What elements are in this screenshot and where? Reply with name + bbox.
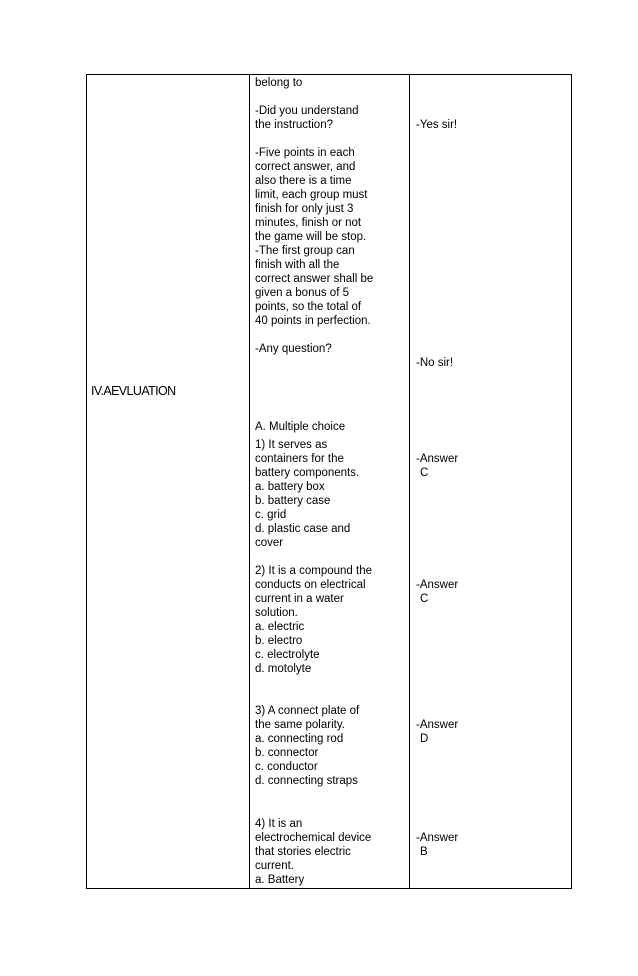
teacher-line: minutes, finish or not <box>255 217 362 229</box>
question-1-option: c. grid <box>255 509 287 521</box>
question-1-option: b. battery case <box>255 495 331 507</box>
question-4-text: that stories electric <box>255 846 351 858</box>
question-2-option: a. electric <box>255 621 305 633</box>
question-2-option: b. electro <box>255 635 303 647</box>
question-4-text: current. <box>255 860 294 872</box>
teacher-line: belong to <box>255 77 303 89</box>
question-2-text: solution. <box>255 607 298 619</box>
question-1-text: 1) It serves as <box>255 439 328 451</box>
quiz-heading: A. Multiple choice <box>255 421 346 433</box>
question-3-option: a. connecting rod <box>255 733 344 745</box>
student-response: -Yes sir! <box>416 119 458 131</box>
section-column <box>87 75 250 889</box>
teacher-line: -The first group can <box>255 245 355 257</box>
question-2-option: d. motolyte <box>255 663 312 675</box>
teacher-line: finish for only just 3 <box>255 203 354 215</box>
teacher-line: -Did you understand <box>255 105 359 117</box>
question-2-option: c. electrolyte <box>255 649 320 661</box>
question-2-text: 2) It is a compound the <box>255 565 372 577</box>
answer-label: -Answer <box>416 579 459 591</box>
student-response: -No sir! <box>416 357 454 369</box>
question-3-option: b. connector <box>255 747 319 759</box>
teacher-line: -Any question? <box>255 343 332 355</box>
teacher-line: also there is a time <box>255 175 352 187</box>
answer-label: -Answer <box>416 719 459 731</box>
student-activity-column <box>410 75 572 889</box>
answer-letter: C <box>420 467 429 479</box>
question-1-option: cover <box>255 537 284 549</box>
teacher-line: -Five points in each <box>255 147 355 159</box>
question-2-text: current in a water <box>255 593 344 605</box>
question-4-text: electrochemical device <box>255 832 372 844</box>
question-1-option: d. plastic case and <box>255 523 351 535</box>
question-3-text: 3) A connect plate of <box>255 705 360 717</box>
teacher-line: points, so the total of <box>255 301 362 313</box>
answer-label: -Answer <box>416 832 459 844</box>
answer-letter: D <box>420 733 429 745</box>
question-1-text: containers for the <box>255 453 344 465</box>
teacher-line: correct answer, and <box>255 161 356 173</box>
teacher-line: 40 points in perfection. <box>255 315 371 327</box>
question-1-text: battery components. <box>255 467 360 479</box>
question-3-text: the same polarity. <box>255 719 345 731</box>
answer-label: -Answer <box>416 453 459 465</box>
question-1-option: a. battery box <box>255 481 325 493</box>
section-heading: IV.AEVLUATION <box>91 384 176 398</box>
question-3-option: c. conductor <box>255 761 318 773</box>
question-3-option: d. connecting straps <box>255 775 358 787</box>
teacher-line: given a bonus of 5 <box>255 287 349 299</box>
teacher-line: the instruction? <box>255 119 333 131</box>
answer-letter: B <box>420 846 428 858</box>
teacher-activity-column <box>250 75 410 889</box>
teacher-line: finish with all the <box>255 259 340 271</box>
answer-letter: C <box>420 593 429 605</box>
teacher-line: correct answer shall be <box>255 273 374 285</box>
question-4-text: 4) It is an <box>255 818 303 830</box>
question-4-option: a. Battery <box>255 874 305 886</box>
teacher-line: limit, each group must <box>255 189 368 201</box>
teacher-line: the game will be stop. <box>255 231 367 243</box>
question-2-text: conducts on electrical <box>255 579 366 591</box>
lesson-plan-table <box>86 74 572 889</box>
